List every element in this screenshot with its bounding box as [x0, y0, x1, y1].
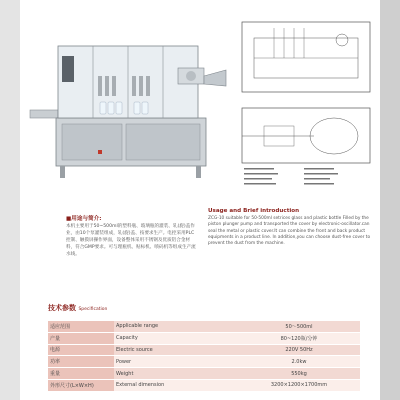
spec-label-cn: 适应范围 — [48, 321, 114, 332]
spec-label-en: Power — [114, 356, 238, 368]
specs-title: 技术参数 Specification — [48, 304, 108, 312]
spec-label-cn: 电源 — [48, 344, 114, 356]
spec-value: 3200×1200×1700mm — [238, 379, 360, 391]
brochure-page — [20, 0, 380, 400]
spec-label-cn: 产量 — [48, 332, 114, 344]
machine-photo — [28, 18, 233, 213]
spec-label-en: External dimension — [114, 379, 238, 391]
usage-cn-heading: ■用途与简介: — [66, 216, 102, 222]
usage-en-body: ZCG-10 suitable for 50-500ml setrices glass and plastic bottle Filled by the piston plunger pump and transported the cover by electronic-oscillator.can seal the metal or plastic cover.It can combine the front and back product equipments in a product line. In addition,you can choose dust-free cover to prevent the dust from the machine. — [208, 216, 371, 247]
left-margin-strip — [0, 0, 20, 400]
spec-value: 80~120瓶/分钟 — [238, 332, 360, 344]
specs-row — [48, 344, 360, 356]
spec-label-en: Weight — [114, 368, 238, 380]
specs-row — [48, 321, 360, 332]
right-margin-strip — [380, 0, 400, 400]
specs-row — [48, 368, 360, 380]
spec-value: 50～500ml — [238, 321, 360, 332]
usage-en-heading: Usage and Brief introduction — [208, 208, 300, 214]
spec-label-en: Electric source — [114, 344, 238, 356]
spec-value: 550kg — [238, 368, 360, 380]
specs-row — [48, 356, 360, 368]
spec-label-cn: 功率 — [48, 356, 114, 368]
spec-value: 220V 50Hz — [238, 344, 360, 356]
specs-subtitle: Specification — [78, 307, 108, 312]
spec-label-cn: 重量 — [48, 368, 114, 380]
specs-row — [48, 332, 360, 344]
specs-row — [48, 379, 360, 391]
spec-label-en: Applicable range — [114, 321, 238, 332]
usage-cn-body: 本机主要用于50~500ml的塑料瓶、玻璃瓶的灌装、轧(旋)盖作业，由10个泵灌装组成，轧(旋)盖、按要求生产。电控采用PLC控制、触摸屏操作界面，设备整体采用不锈钢及优质铝合金材料，符合GMP要求。可与理瓶机、贴标机、喷码机等组成生产流水线。 — [66, 224, 196, 257]
technical-drawing — [234, 18, 377, 208]
spec-value: 2.0kw — [238, 356, 360, 368]
spec-label-cn: 外形尺寸(L×W×H) — [48, 379, 114, 391]
specs-table — [48, 321, 360, 392]
spec-label-en: Capacity — [114, 332, 238, 344]
